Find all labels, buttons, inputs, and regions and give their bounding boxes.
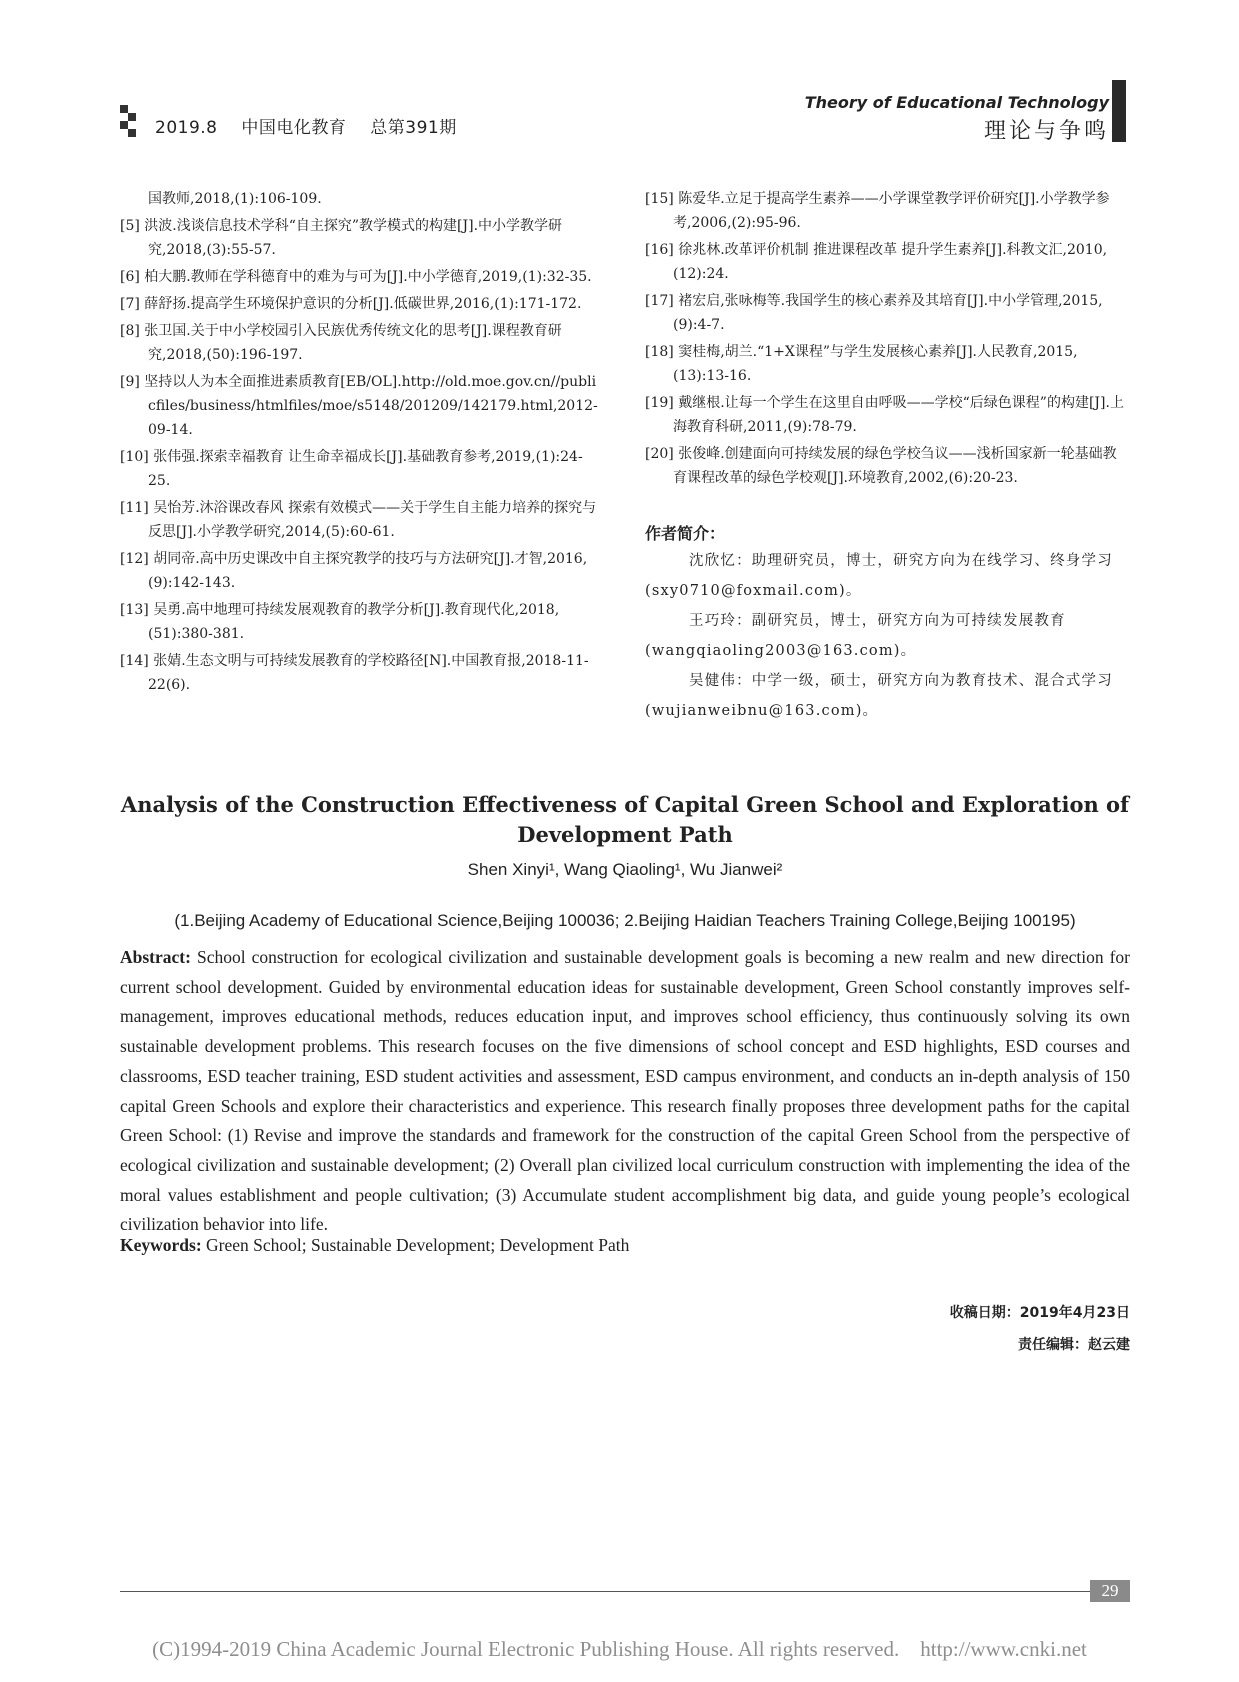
author-intro-item: 吴健伟：中学一级，硕士，研究方向为教育技术、混合式学习(wujianweibnu@163.com)。 — [645, 673, 1113, 719]
footer-rule — [120, 1591, 1090, 1592]
english-abstract — [120, 943, 1130, 1240]
reference-item: [18] 窦桂梅,胡兰.“1+X课程”与学生发展核心素养[J].人民教育,2015,(13):13-16. — [645, 344, 1078, 384]
header-column-cn: 理论与争鸣 — [983, 119, 1109, 144]
author-intro-item: 王巧玲：副研究员，博士，研究方向为可持续发展教育(wangqiaoling2003@163.com)。 — [645, 613, 1066, 659]
reference-item: [8] 张卫国.关于中小学校园引入民族优秀传统文化的思考[J].课程教育研究,2018,(50):196-197. — [120, 323, 562, 363]
header-total-issue: 总第391期 — [370, 118, 457, 138]
reference-item: [19] 戴继根.让每一个学生在这里自由呼吸——学校“后绿色课程”的构建[J].上海教育科研,2011,(9):78-79. — [645, 395, 1124, 435]
header-column-en: Theory of Educational Technology — [804, 93, 1109, 112]
header-issue-info — [155, 113, 475, 138]
reference-item: [15] 陈爱华.立足于提高学生素养——小学课堂教学评价研究[J].小学教学参考,2006,(2):95-96. — [645, 191, 1110, 231]
author-intro-list — [645, 546, 1130, 726]
reference-item: [11] 吴怡芳.沐浴课改春风 探索有效模式——关于学生自主能力培养的探究与反思[J].小学教学研究,2014,(5):60-61. — [120, 500, 597, 540]
references-left-column — [120, 187, 600, 700]
header-journal: 中国电化教育 — [241, 118, 347, 138]
author-intro-item: 沈欣忆：助理研究员，博士，研究方向为在线学习、终身学习(sxy0710@foxmail.com)。 — [645, 553, 1113, 599]
english-authors: Shen Xinyi¹, Wang Qiaoling¹, Wu Jianwei² — [467, 860, 783, 879]
keywords-label: Keywords: — [120, 1235, 202, 1255]
reference-item: [10] 张伟强.探索幸福教育 让生命幸福成长[J].基础教育参考,2019,(1):24-25. — [120, 449, 583, 489]
reference-item: [13] 吴勇.高中地理可持续发展观教育的教学分析[J].教育现代化,2018,(51):380-381. — [120, 602, 560, 642]
reference-item: [17] 褚宏启,张咏梅等.我国学生的核心素养及其培育[J].中小学管理,2015,(9):4-7. — [645, 293, 1103, 333]
reference-item: [16] 徐兆林.改革评价机制 推进课程改革 提升学生素养[J].科教文汇,2010,(12):24. — [645, 242, 1108, 282]
reference-item: [7] 薛舒扬.提高学生环境保护意识的分析[J].低碳世界,2016,(1):171-172. — [120, 296, 582, 312]
english-affiliation: (1.Beijing Academy of Educational Science,Beijing 100036; 2.Beijing Haidian Teachers Training College,Beijing 100195) — [174, 911, 1076, 930]
reference-item: [20] 张俊峰.创建面向可持续发展的绿色学校刍议——浅析国家新一轮基础教育课程改革的绿色学校观[J].环境教育,2002,(6):20-23. — [645, 446, 1117, 486]
reference-item: [9] 坚持以人为本全面推进素质教育[EB/OL].http://old.moe.gov.cn//publicfiles/business/htmlfiles/moe/s5148/201209/142179.html,2012-09-14. — [120, 374, 598, 438]
header-logo-mark — [120, 105, 142, 137]
references-right-column — [645, 187, 1130, 493]
reference-item: [12] 胡同帝.高中历史课改中自主探究教学的技巧与方法研究[J].才智,2016,(9):142-143. — [120, 551, 588, 591]
reference-item: [6] 柏大鹏.教师在学科德育中的难为与可为[J].中小学德育,2019,(1):32-35. — [120, 269, 592, 285]
reference-item: [14] 张婧.生态文明与可持续发展教育的学校路径[N].中国教育报,2018-11-22(6). — [120, 653, 589, 693]
abstract-label: Abstract: — [120, 947, 191, 967]
reference-item: 国教师,2018,(1):106-109. — [148, 191, 322, 207]
copyright-notice: (C)1994-2019 China Academic Journal Electronic Publishing House. All rights reserved. http://www.cnki.net — [152, 1637, 1087, 1661]
responsible-editor: 责任编辑：赵云建 — [1018, 1337, 1130, 1353]
english-keywords — [120, 1235, 1130, 1256]
keywords-text: Green School; Sustainable Development; Development Path — [206, 1235, 630, 1255]
page-number: 29 — [1090, 1580, 1130, 1602]
reference-item: [5] 洪波.浅谈信息技术学科“自主探究”教学模式的构建[J].中小学教学研究,2018,(3):55-57. — [120, 218, 563, 258]
received-date: 收稿日期：2019年4月23日 — [949, 1305, 1130, 1321]
header-issue: 2019.8 — [155, 118, 218, 138]
header-decor-bar — [1112, 80, 1126, 142]
author-intro-title: 作者简介： — [645, 524, 726, 543]
english-title: Analysis of the Construction Effectiveness of Capital Green School and Exploration of Development Path — [120, 792, 1130, 847]
abstract-text: School construction for ecological civilization and sustainable development goals is becoming a new realm and new direction for current school development. Guided by environmental education ideas for sustainable development, Green School constantly improves self-management, improves educational methods, reduces education input, and improves school efficiency, thus continuously solving its own sustainable development problems. This research focuses on the five dimensions of school concept and ESD highlights, ESD courses and classrooms, ESD teacher training, ESD student activities and assessment, ESD campus environment, and conducts an in-depth analysis of 150 capital Green Schools and explore their characteristics and experience. This research finally proposes three development paths for the capital Green School: (1) Revise and improve the standards and framework for the construction of the capital Green School from the perspective of ecological civilization and sustainable development; (2) Overall plan civilized local curriculum construction with implementing the idea of the moral values establishment and people cultivation; (3) Accumulate student accomplishment big data, and guide young people’s ecological civilization behavior into life. — [120, 947, 1131, 1235]
